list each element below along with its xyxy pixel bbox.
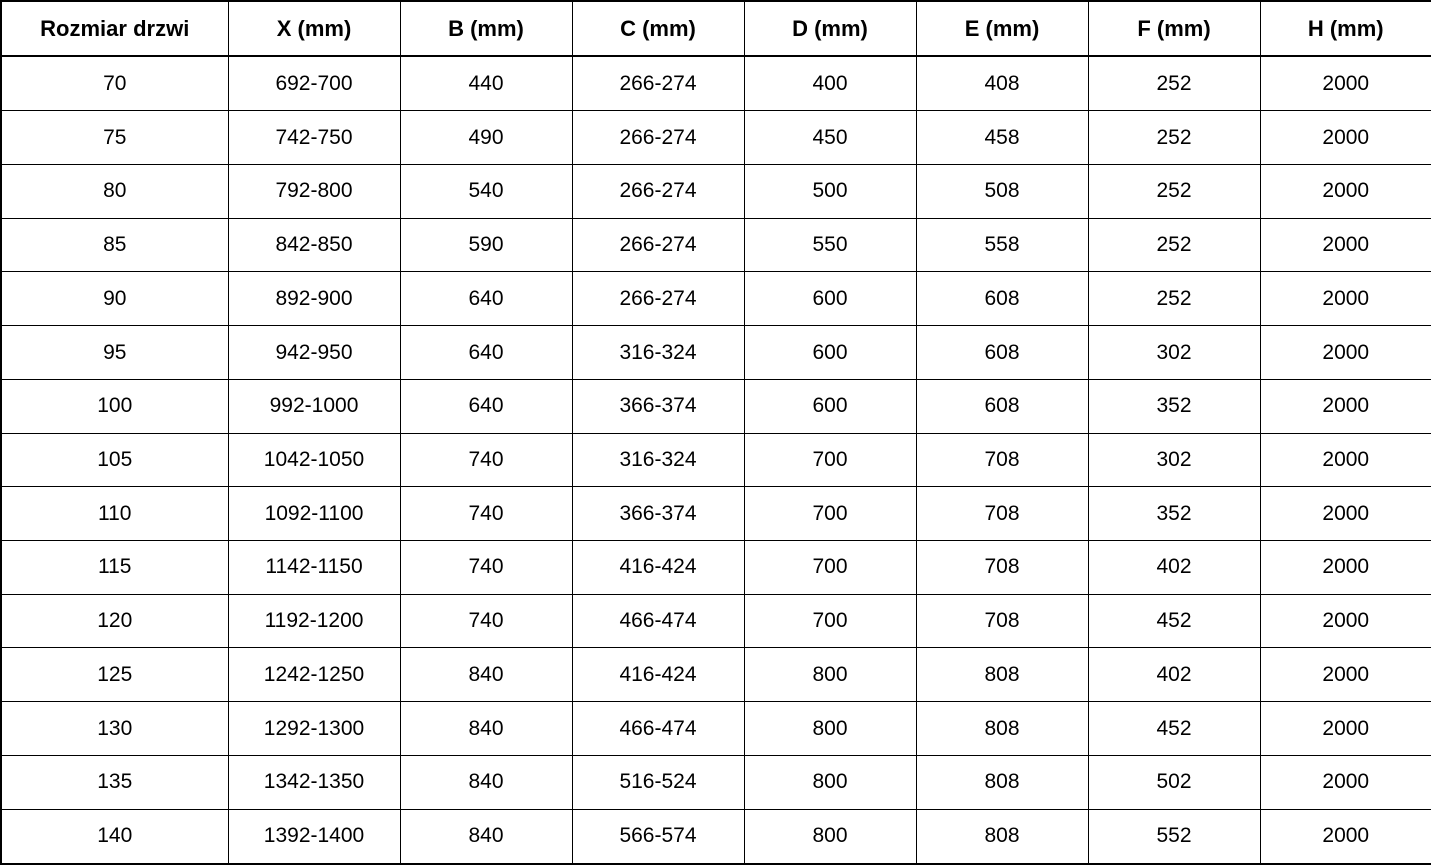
table-row: [1, 218, 1431, 272]
dimension-cell: 840: [400, 648, 572, 702]
dimension-cell: 366-374: [572, 379, 744, 433]
door-size-cell: 120: [1, 594, 228, 648]
dimension-cell: 366-374: [572, 487, 744, 541]
dimension-cell: 640: [400, 379, 572, 433]
dimension-cell: 2000: [1260, 594, 1431, 648]
dimension-cell: 302: [1088, 326, 1260, 380]
dimension-cell: 640: [400, 326, 572, 380]
door-size-cell: 105: [1, 433, 228, 487]
dimension-cell: 266-274: [572, 56, 744, 111]
dimension-cell: 708: [916, 594, 1088, 648]
dimension-cell: 800: [744, 755, 916, 809]
dimension-cell: 1292-1300: [228, 702, 400, 756]
dimension-cell: 792-800: [228, 165, 400, 219]
dimension-cell: 266-274: [572, 218, 744, 272]
dimension-cell: 1192-1200: [228, 594, 400, 648]
door-size-cell: 80: [1, 165, 228, 219]
dimension-cell: 608: [916, 379, 1088, 433]
dimension-cell: 450: [744, 111, 916, 165]
dimension-cell: 416-424: [572, 541, 744, 595]
dimension-cell: 252: [1088, 218, 1260, 272]
dimension-cell: 402: [1088, 541, 1260, 595]
door-size-cell: 90: [1, 272, 228, 326]
dimension-cell: 402: [1088, 648, 1260, 702]
table-row: [1, 541, 1431, 595]
table-row: [1, 594, 1431, 648]
dimension-cell: 708: [916, 541, 1088, 595]
dimension-cell: 1242-1250: [228, 648, 400, 702]
table-row: [1, 326, 1431, 380]
dimension-cell: 2000: [1260, 755, 1431, 809]
column-header: F (mm): [1088, 1, 1260, 56]
table-row: [1, 648, 1431, 702]
dimension-cell: 558: [916, 218, 1088, 272]
dimension-cell: 566-574: [572, 809, 744, 864]
dimension-cell: 1342-1350: [228, 755, 400, 809]
door-size-cell: 135: [1, 755, 228, 809]
dimension-cell: 800: [744, 702, 916, 756]
dimension-cell: 552: [1088, 809, 1260, 864]
table-row: [1, 56, 1431, 111]
dimension-cell: 1092-1100: [228, 487, 400, 541]
column-header: B (mm): [400, 1, 572, 56]
dimension-cell: 800: [744, 809, 916, 864]
dimension-cell: 892-900: [228, 272, 400, 326]
table-row: [1, 755, 1431, 809]
dimension-cell: 266-274: [572, 165, 744, 219]
dimension-cell: 700: [744, 594, 916, 648]
dimension-cell: 600: [744, 326, 916, 380]
dimension-cell: 302: [1088, 433, 1260, 487]
dimension-cell: 252: [1088, 56, 1260, 111]
dimension-cell: 252: [1088, 111, 1260, 165]
dimension-cell: 840: [400, 702, 572, 756]
dimension-cell: 466-474: [572, 702, 744, 756]
dimension-cell: 1042-1050: [228, 433, 400, 487]
dimension-cell: 840: [400, 755, 572, 809]
dimension-cell: 800: [744, 648, 916, 702]
dimension-cell: 416-424: [572, 648, 744, 702]
dimension-cell: 740: [400, 594, 572, 648]
dimension-cell: 700: [744, 487, 916, 541]
dimension-cell: 740: [400, 433, 572, 487]
door-size-cell: 100: [1, 379, 228, 433]
dimension-cell: 440: [400, 56, 572, 111]
table-row: [1, 379, 1431, 433]
dimension-cell: 708: [916, 487, 1088, 541]
dimension-cell: 2000: [1260, 433, 1431, 487]
dimension-cell: 2000: [1260, 809, 1431, 864]
dimension-cell: 2000: [1260, 165, 1431, 219]
column-header: E (mm): [916, 1, 1088, 56]
door-size-cell: 115: [1, 541, 228, 595]
dimension-cell: 2000: [1260, 379, 1431, 433]
dimension-cell: 808: [916, 755, 1088, 809]
dimension-cell: 352: [1088, 379, 1260, 433]
table-row: [1, 111, 1431, 165]
dimension-cell: 842-850: [228, 218, 400, 272]
dimension-cell: 700: [744, 433, 916, 487]
table-row: [1, 702, 1431, 756]
table-row: [1, 272, 1431, 326]
dimension-cell: 640: [400, 272, 572, 326]
dimension-cell: 2000: [1260, 56, 1431, 111]
dimension-cell: 608: [916, 272, 1088, 326]
dimension-cell: 316-324: [572, 433, 744, 487]
dimension-cell: 500: [744, 165, 916, 219]
dimension-cell: 400: [744, 56, 916, 111]
column-header: X (mm): [228, 1, 400, 56]
dimension-cell: 942-950: [228, 326, 400, 380]
dimension-cell: 2000: [1260, 111, 1431, 165]
column-header: C (mm): [572, 1, 744, 56]
dimension-cell: 608: [916, 326, 1088, 380]
dimension-cell: 590: [400, 218, 572, 272]
dimension-cell: 452: [1088, 702, 1260, 756]
dimension-cell: 2000: [1260, 648, 1431, 702]
dimension-cell: 2000: [1260, 487, 1431, 541]
column-header: H (mm): [1260, 1, 1431, 56]
dimension-cell: 352: [1088, 487, 1260, 541]
door-size-cell: 130: [1, 702, 228, 756]
dimension-cell: 2000: [1260, 218, 1431, 272]
dimension-cell: 1142-1150: [228, 541, 400, 595]
dimension-cell: 708: [916, 433, 1088, 487]
dimension-cell: 252: [1088, 272, 1260, 326]
dimension-cell: 2000: [1260, 272, 1431, 326]
table-row: [1, 809, 1431, 864]
door-size-cell: 125: [1, 648, 228, 702]
door-size-cell: 85: [1, 218, 228, 272]
dimension-cell: 808: [916, 809, 1088, 864]
dimension-cell: 992-1000: [228, 379, 400, 433]
door-size-cell: 70: [1, 56, 228, 111]
dimension-cell: 808: [916, 648, 1088, 702]
dimension-cell: 600: [744, 379, 916, 433]
table-row: [1, 433, 1431, 487]
dimension-cell: 2000: [1260, 541, 1431, 595]
dimension-cell: 540: [400, 165, 572, 219]
dimension-cell: 740: [400, 541, 572, 595]
dimension-cell: 692-700: [228, 56, 400, 111]
table-row: [1, 487, 1431, 541]
dimension-cell: 600: [744, 272, 916, 326]
dimension-cell: 508: [916, 165, 1088, 219]
dimension-cell: 742-750: [228, 111, 400, 165]
door-size-cell: 75: [1, 111, 228, 165]
dimension-cell: 2000: [1260, 326, 1431, 380]
dimension-cell: 502: [1088, 755, 1260, 809]
dimension-cell: 840: [400, 809, 572, 864]
door-size-cell: 110: [1, 487, 228, 541]
dimension-cell: 452: [1088, 594, 1260, 648]
column-header: Rozmiar drzwi: [1, 1, 228, 56]
door-size-cell: 140: [1, 809, 228, 864]
dimension-cell: 516-524: [572, 755, 744, 809]
dimension-cell: 2000: [1260, 702, 1431, 756]
dimension-cell: 316-324: [572, 326, 744, 380]
dimension-cell: 252: [1088, 165, 1260, 219]
dimension-cell: 550: [744, 218, 916, 272]
dimension-cell: 266-274: [572, 272, 744, 326]
dimension-cell: 466-474: [572, 594, 744, 648]
column-header: D (mm): [744, 1, 916, 56]
table-row: [1, 165, 1431, 219]
dimension-cell: 408: [916, 56, 1088, 111]
dimension-cell: 458: [916, 111, 1088, 165]
dimension-cell: 700: [744, 541, 916, 595]
dimension-cell: 266-274: [572, 111, 744, 165]
door-size-cell: 95: [1, 326, 228, 380]
dimension-cell: 808: [916, 702, 1088, 756]
header-row: [1, 1, 1431, 56]
dimension-cell: 740: [400, 487, 572, 541]
dimension-cell: 490: [400, 111, 572, 165]
dimension-cell: 1392-1400: [228, 809, 400, 864]
